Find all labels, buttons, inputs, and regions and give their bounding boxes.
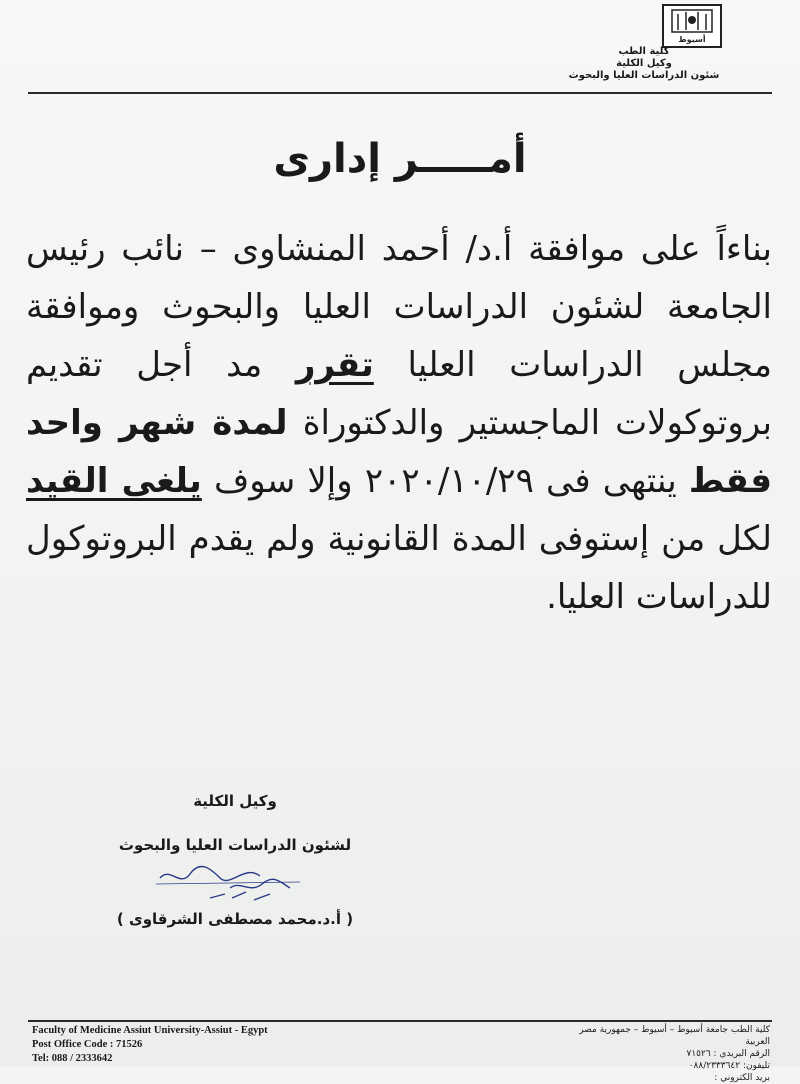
- footer-telephone: Tel: 088 / 2333642: [32, 1053, 113, 1064]
- cancel-enrollment-phrase: يلغى القيد: [26, 461, 202, 501]
- body-part-1: بناءاً على موافقة أ.د/ أحمد المنشاوى – نائب رئيس الجامعة لشئون الدراسات العليا والبحوث وموافقة مجلس الدراسات العليا: [26, 229, 772, 385]
- body-part-3: ينتهى فى ٢٠٢٠/١٠/٢٩ وإلا سوف: [201, 461, 689, 501]
- body-part-4: لكل من إستوفى المدة القانونية ولم يقدم البروتوكول للدراسات العليا.: [26, 519, 772, 617]
- header-department: شئون الدراسات العليا والبحوث: [568, 70, 720, 81]
- handwritten-signature: [150, 858, 310, 906]
- footer-ar-post-code: الرقم البريدي : ٧١٥٢٦: [686, 1049, 770, 1059]
- footer-post-code: Post Office Code : 71526: [32, 1039, 143, 1050]
- header-divider: [28, 92, 772, 94]
- signatory-department: لشئون الدراسات العليا والبحوث: [118, 836, 352, 854]
- header-vice-dean: وكيل الكلية: [616, 58, 672, 69]
- logo-text: أسيوط: [678, 35, 706, 44]
- order-body: [26, 220, 772, 626]
- footer-ar-address: كلية الطب جامعة أسيوط – أسيوط – جمهورية مصر العربية: [579, 1025, 770, 1047]
- signatory-role: وكيل الكلية: [193, 792, 277, 810]
- footer-english: [32, 1024, 332, 1066]
- footer-ar-email: بريد الكتروني :: [714, 1073, 770, 1083]
- footer-divider: [28, 1020, 772, 1022]
- document-title: أمـــــر إدارى: [273, 136, 527, 182]
- header-faculty: كلية الطب: [618, 46, 670, 57]
- footer-arabic: [570, 1024, 770, 1084]
- footer-ar-telephone: تليفون: ٠٨٨/٢٣٣٣٦٤٢: [688, 1061, 770, 1071]
- footer-address: Faculty of Medicine Assiut University-Assiut - Egypt: [32, 1025, 268, 1036]
- body-part-2: مد أجل تقديم بروتوكولات الماجستير والدكتوراة: [26, 345, 772, 443]
- university-emblem-icon: [664, 6, 720, 46]
- signatory-name: ( أ.د.محمد مصطفى الشرقاوى ): [116, 910, 354, 928]
- header-lines: [524, 46, 764, 82]
- university-logo: [662, 4, 722, 48]
- duration-phrase: لمدة شهر واحد فقط: [26, 403, 773, 501]
- decided-keyword: تقرر: [295, 345, 374, 385]
